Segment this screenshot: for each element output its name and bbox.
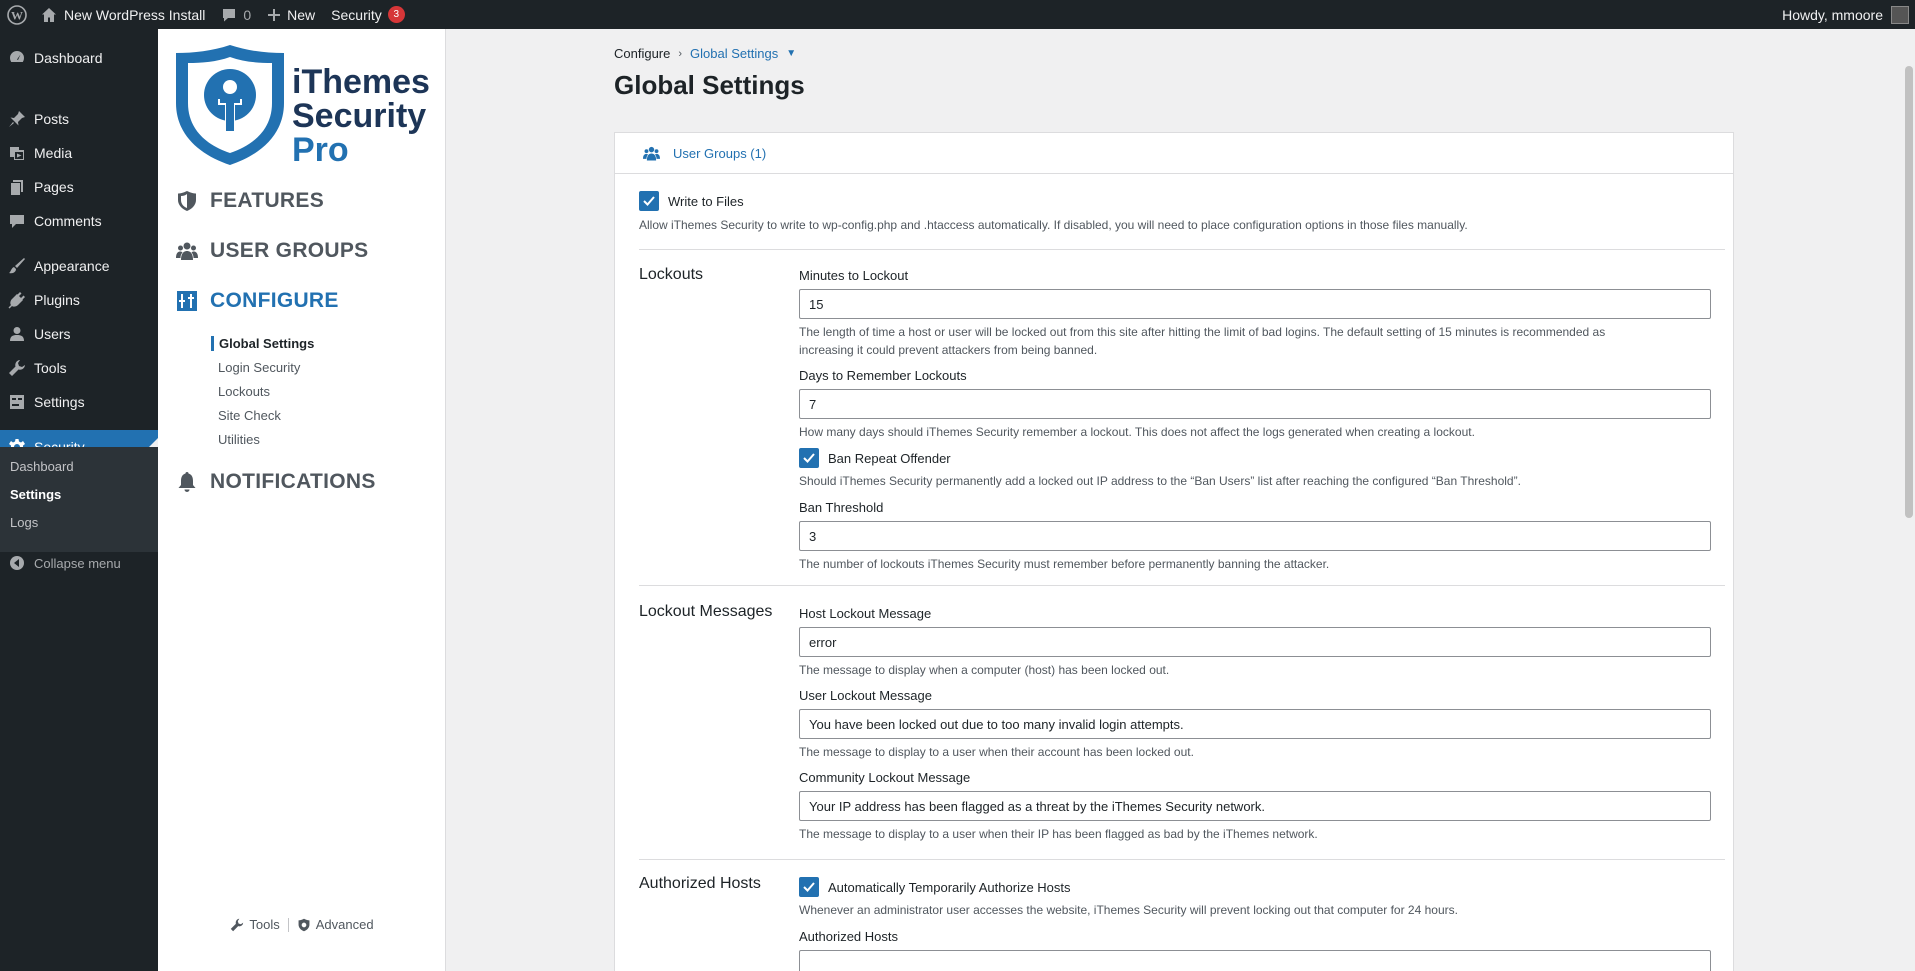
security-link[interactable] xyxy=(323,0,413,29)
wrench-icon xyxy=(230,918,244,932)
nav-features[interactable]: FEATURES xyxy=(176,189,324,213)
logo-line1: iThemes xyxy=(292,63,430,101)
community-lockout-message-desc: The message to display to a user when their IP has been flagged as bad by the iThemes network. xyxy=(799,827,1318,841)
media-icon xyxy=(8,144,26,162)
ithemes-security-pro-logo xyxy=(172,43,442,167)
minutes-to-lockout-desc-1: The length of time a host or user will be locked out from this site after hitting the limit of bad logins. The default setting of 15 minutes is recommended as xyxy=(799,325,1606,339)
collapse-icon xyxy=(9,555,25,571)
submenu-item-logs[interactable]: Logs xyxy=(10,515,39,530)
ban-threshold-input[interactable]: 3 xyxy=(799,521,1711,551)
dashboard-icon xyxy=(8,49,26,67)
menu-item-media[interactable]: Media xyxy=(0,136,158,170)
nav-utilities[interactable]: Utilities xyxy=(218,432,260,447)
divider xyxy=(639,585,1725,586)
nav-lockouts[interactable]: Lockouts xyxy=(218,384,271,399)
new-label: New xyxy=(287,6,316,23)
brush-icon xyxy=(8,257,26,275)
configure-icon xyxy=(176,290,198,312)
users-icon xyxy=(176,240,198,262)
logo-line2: Security xyxy=(292,97,427,135)
shield-icon xyxy=(176,190,198,212)
check-icon xyxy=(642,194,656,208)
menu-item-dashboard[interactable]: Dashboard xyxy=(0,41,158,75)
my-account-link[interactable] xyxy=(1782,0,1915,29)
menu-item-posts[interactable]: Posts xyxy=(0,102,158,136)
submenu-item-settings[interactable]: Settings xyxy=(10,487,62,502)
logo-line3: Pro xyxy=(292,131,349,167)
security-label: Security xyxy=(331,6,382,23)
notification-badge: 3 xyxy=(388,6,405,23)
check-icon xyxy=(802,451,816,465)
menu-item-users[interactable]: Users xyxy=(0,317,158,351)
bell-icon xyxy=(176,471,198,493)
comments-link[interactable] xyxy=(213,0,259,29)
user-lockout-message-input[interactable]: You have been locked out due to too many invalid login attempts. xyxy=(799,709,1711,739)
shield-gear-icon xyxy=(297,918,311,932)
comments-count: 0 xyxy=(243,6,252,23)
nav-global-settings[interactable]: Global Settings xyxy=(211,336,314,351)
svg-text:W: W xyxy=(10,8,23,22)
tools-link[interactable]: Tools xyxy=(222,917,287,932)
home-icon xyxy=(41,7,57,23)
advanced-link[interactable]: Advanced xyxy=(289,917,382,932)
collapse-menu-button[interactable]: Collapse menu xyxy=(0,546,158,580)
avatar xyxy=(1891,6,1909,24)
comment-icon xyxy=(8,212,26,230)
wordpress-logo-icon[interactable] xyxy=(0,0,33,29)
nav-notifications[interactable]: NOTIFICATIONS xyxy=(176,470,376,494)
page-title: Global Settings xyxy=(614,70,805,100)
nav-user-groups[interactable]: USER GROUPS xyxy=(176,239,369,263)
itsec-navigation xyxy=(158,29,446,971)
sliders-icon xyxy=(8,393,26,411)
menu-item-pages[interactable]: Pages xyxy=(0,170,158,204)
nav-login-security[interactable]: Login Security xyxy=(218,360,301,375)
authorized-hosts-label: Authorized Hosts xyxy=(799,929,898,944)
menu-item-plugins[interactable]: Plugins xyxy=(0,283,158,317)
divider xyxy=(639,859,1725,860)
user-lockout-message-label: User Lockout Message xyxy=(799,688,932,703)
pin-icon xyxy=(8,110,26,128)
user-icon xyxy=(8,325,26,343)
auto-authorize-hosts-label: Automatically Temporarily Authorize Hosts xyxy=(828,880,1071,895)
breadcrumb-global-settings[interactable]: Global Settings xyxy=(690,46,779,61)
security-submenu xyxy=(0,447,158,552)
ban-repeat-offender-checkbox[interactable] xyxy=(799,448,819,468)
chevron-right-icon: › xyxy=(678,47,683,60)
howdy-text: Howdy, mmoore xyxy=(1782,6,1883,23)
auto-authorize-hosts-desc: Whenever an administrator user accesses the website, iThemes Security will prevent locking out that computer for 24 hours. xyxy=(799,903,1458,917)
pages-icon xyxy=(8,178,26,196)
authorized-hosts-textarea[interactable] xyxy=(799,950,1711,971)
community-lockout-message-label: Community Lockout Message xyxy=(799,770,971,785)
site-name: New WordPress Install xyxy=(64,6,206,23)
host-lockout-message-label: Host Lockout Message xyxy=(799,606,932,621)
plus-icon xyxy=(267,8,281,22)
ban-repeat-offender-label: Ban Repeat Offender xyxy=(828,451,951,466)
days-to-remember-label: Days to Remember Lockouts xyxy=(799,368,967,383)
scrollbar[interactable] xyxy=(1905,66,1913,518)
submenu-item-dashboard[interactable]: Dashboard xyxy=(10,459,74,474)
wrench-icon xyxy=(8,359,26,377)
menu-item-appearance[interactable]: Appearance xyxy=(0,249,158,283)
host-lockout-message-desc: The message to display when a computer (host) has been locked out. xyxy=(799,663,1170,677)
nav-footer xyxy=(158,917,446,932)
breadcrumb-configure[interactable]: Configure xyxy=(614,46,671,61)
user-lockout-message-desc: The message to display to a user when their account has been locked out. xyxy=(799,745,1194,759)
check-icon xyxy=(802,880,816,894)
menu-item-settings[interactable]: Settings xyxy=(0,385,158,419)
community-lockout-message-input[interactable]: Your IP address has been flagged as a threat by the iThemes Security network. xyxy=(799,791,1711,821)
ban-threshold-label: Ban Threshold xyxy=(799,500,884,515)
ban-repeat-offender-desc: Should iThemes Security permanently add a locked out IP address to the “Ban Users” list after reaching the configured “Ban Threshold”. xyxy=(799,474,1521,488)
menu-item-tools[interactable]: Tools xyxy=(0,351,158,385)
auto-authorize-hosts-checkbox[interactable] xyxy=(799,877,819,897)
lockouts-section-title: Lockouts xyxy=(639,266,704,283)
nav-site-check[interactable]: Site Check xyxy=(218,408,281,423)
authorized-hosts-section-title: Authorized Hosts xyxy=(639,875,761,892)
site-name-link[interactable] xyxy=(33,0,213,29)
lockout-messages-section-title: Lockout Messages xyxy=(639,603,773,620)
write-to-files-label: Write to Files xyxy=(668,194,744,209)
breadcrumb xyxy=(614,46,796,61)
comment-icon xyxy=(221,7,237,23)
days-to-remember-input[interactable]: 7 xyxy=(799,389,1711,419)
minutes-to-lockout-input[interactable]: 15 xyxy=(799,289,1711,319)
nav-configure[interactable]: CONFIGURE xyxy=(176,289,339,313)
days-to-remember-desc: How many days should iThemes Security remember a lockout. This does not affect the logs generated when creating a lockout. xyxy=(799,425,1475,439)
admin-bar xyxy=(0,0,1915,29)
divider xyxy=(639,249,1725,250)
host-lockout-message-input[interactable]: error xyxy=(799,627,1711,657)
users-icon xyxy=(643,145,660,162)
minutes-to-lockout-desc-2: increasing it could prevent attackers from being banned. xyxy=(799,343,1098,357)
new-content-link[interactable] xyxy=(259,0,323,29)
user-groups-link[interactable]: User Groups (1) xyxy=(615,133,1733,174)
menu-item-comments[interactable]: Comments xyxy=(0,204,158,238)
plug-icon xyxy=(8,291,26,309)
write-to-files-desc: Allow iThemes Security to write to wp-config.php and .htaccess automatically. If disabled, you will need to place configuration options in those files manually. xyxy=(639,218,1468,232)
write-to-files-checkbox[interactable] xyxy=(639,191,659,211)
minutes-to-lockout-label: Minutes to Lockout xyxy=(799,268,909,283)
chevron-down-icon[interactable]: ▼ xyxy=(786,48,797,59)
admin-menu xyxy=(0,29,158,971)
ban-threshold-desc: The number of lockouts iThemes Security must remember before permanently banning the attacker. xyxy=(799,557,1330,571)
settings-card xyxy=(614,132,1734,971)
